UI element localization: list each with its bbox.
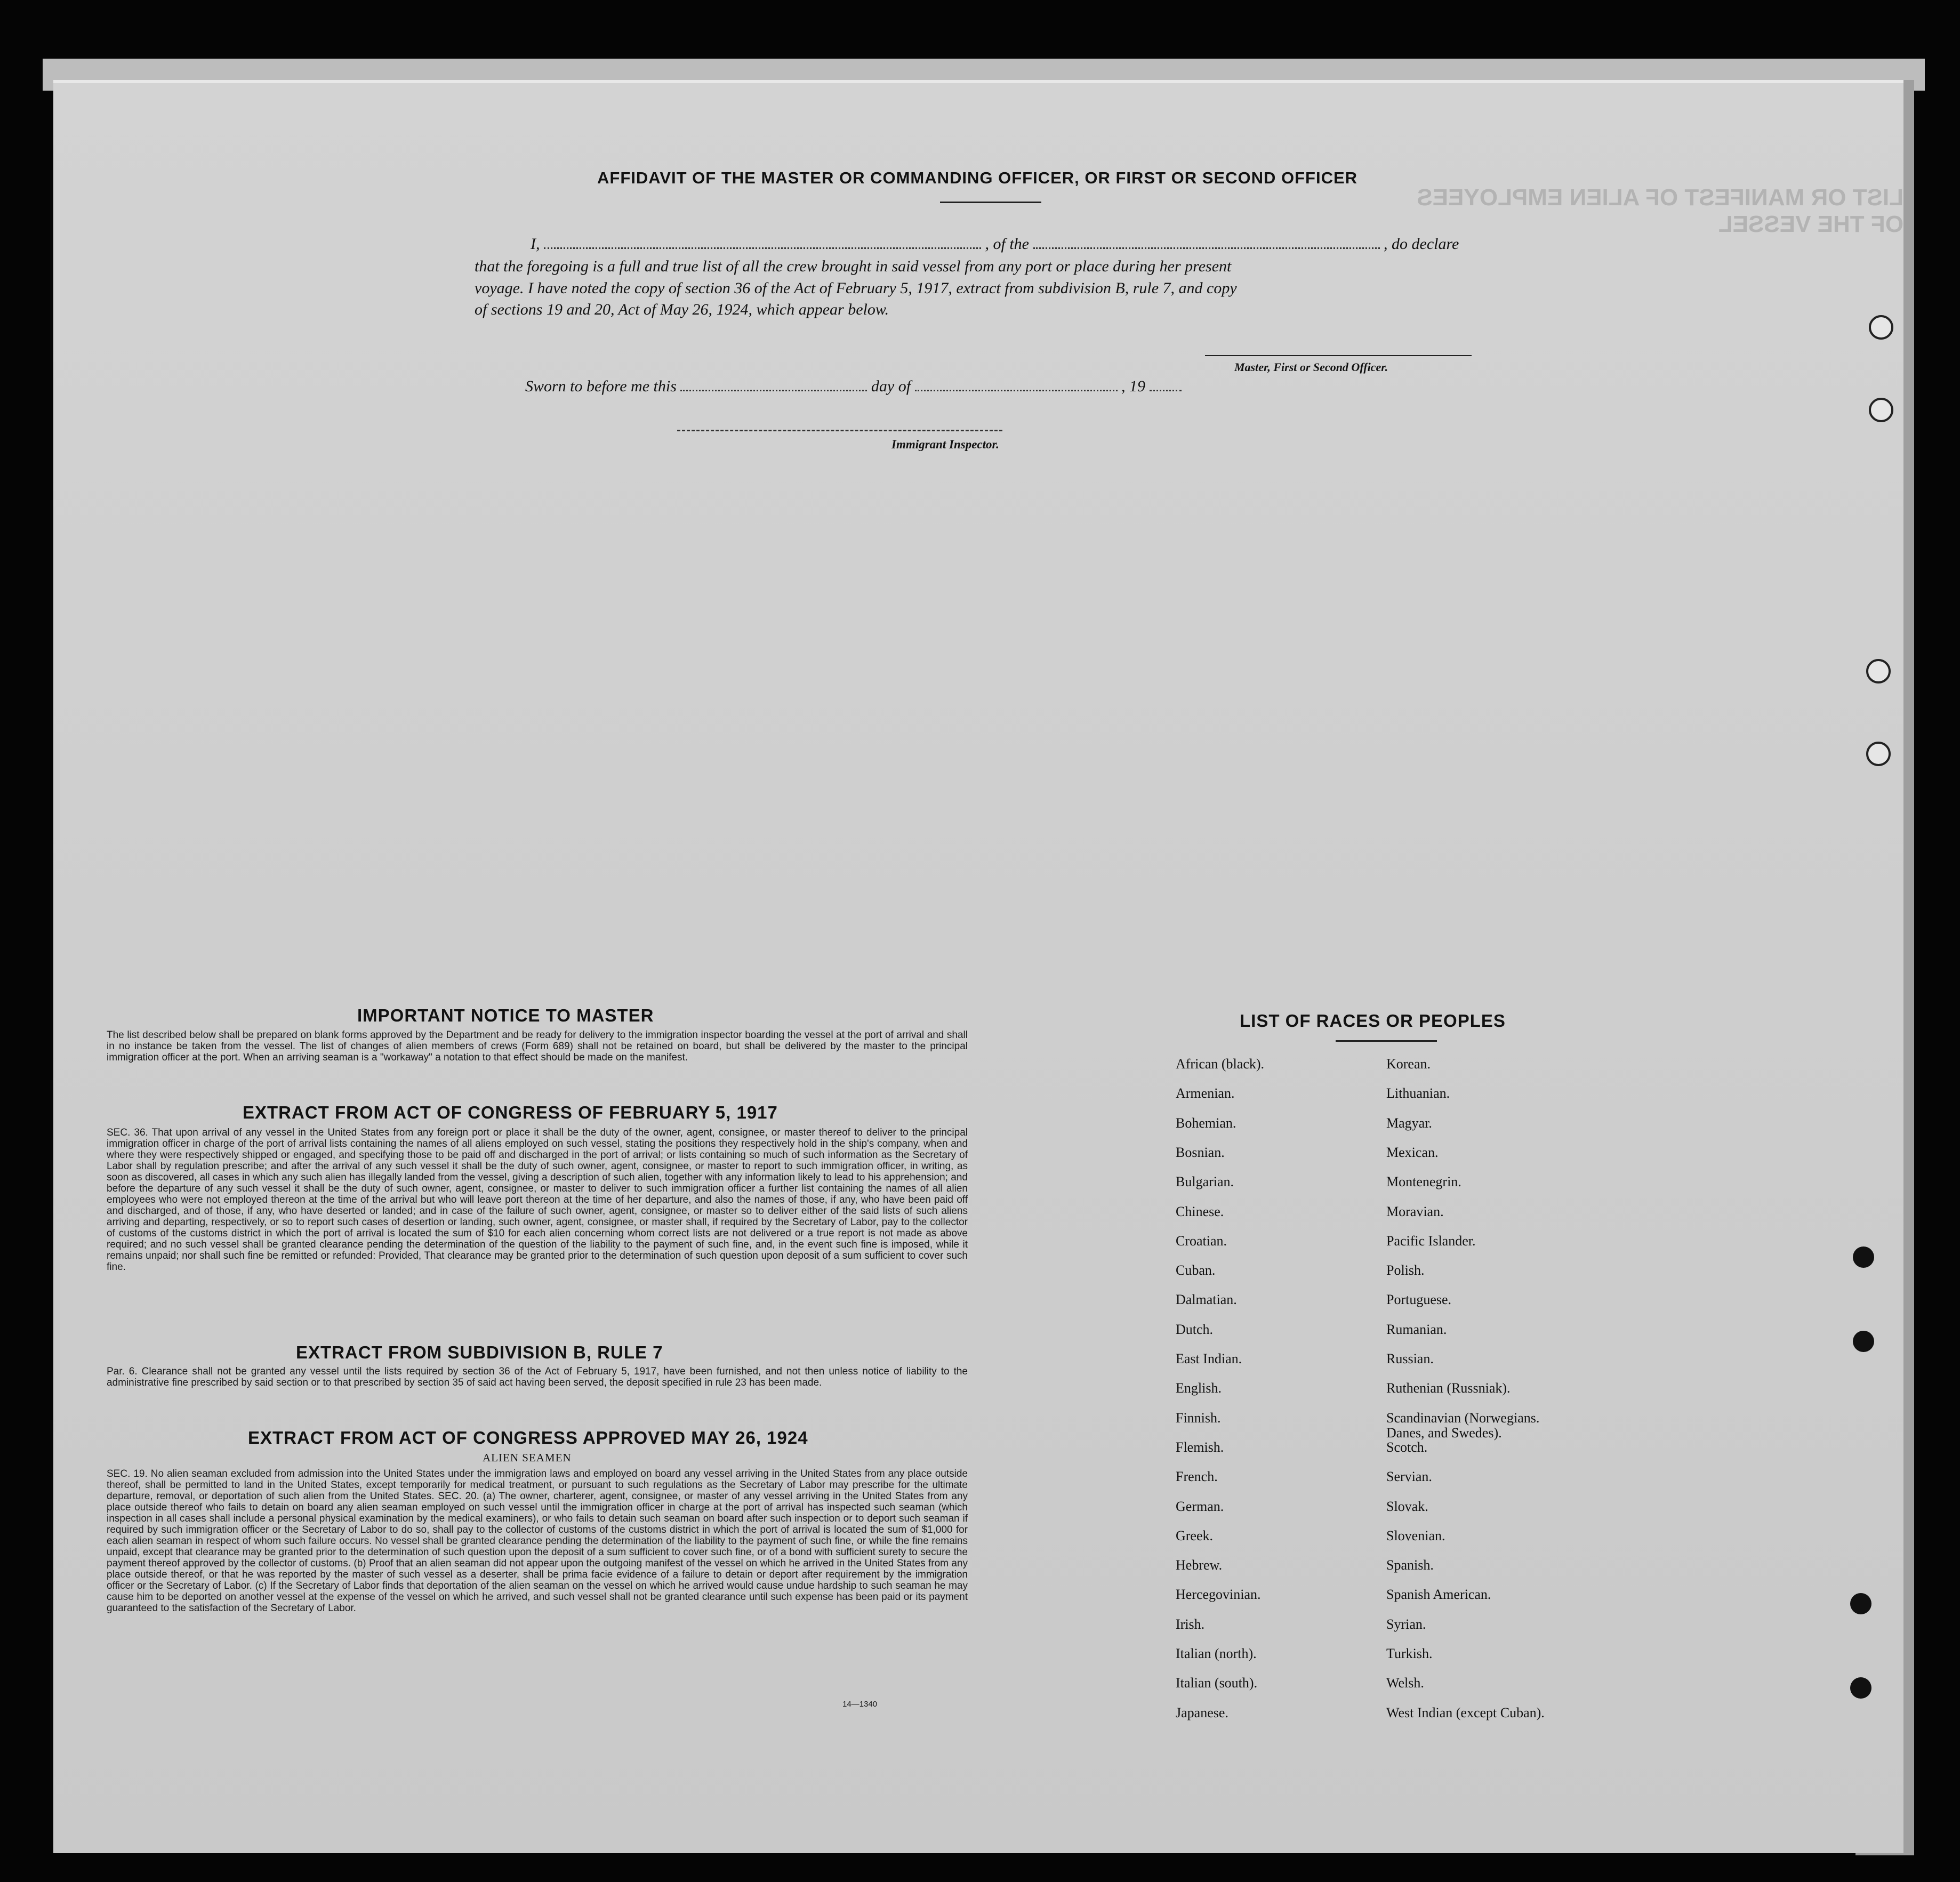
race-item: Spanish American. — [1386, 1587, 1491, 1603]
race-item: Syrian. — [1386, 1616, 1426, 1632]
race-item: East Indian. — [1176, 1351, 1242, 1366]
inspector-signature-line[interactable] — [677, 430, 1002, 431]
races-title-rule — [1336, 1040, 1437, 1042]
affidavit-line-2: that the foregoing is a full and true list of all the crew brought in said vessel from any port or place during her present — [475, 258, 1232, 275]
race-item: Bohemian. — [1176, 1115, 1236, 1131]
punch-mark — [1850, 1677, 1871, 1699]
race-item: Spanish. — [1386, 1557, 1434, 1573]
punch-mark — [1850, 1593, 1871, 1614]
race-item: Italian (south). — [1176, 1675, 1258, 1691]
race-item: Dutch. — [1176, 1321, 1214, 1337]
binder-hole — [1866, 659, 1891, 683]
race-item: African (black). — [1176, 1056, 1265, 1072]
race-item: Montenegrin. — [1386, 1174, 1461, 1190]
race-item: French. — [1176, 1469, 1218, 1485]
race-item: Moravian. — [1386, 1203, 1444, 1219]
race-item: Hercegovinian. — [1176, 1587, 1261, 1603]
race-item: Hebrew. — [1176, 1557, 1223, 1573]
race-item: Flemish. — [1176, 1439, 1224, 1455]
extract-1917-body: SEC. 36. That upon arrival of any vessel in the United States from any foreign port or place it shall be the duty of the owner, agent, consignee, or master thereof to deliver to the principal immigration officer in charge of the port of arrival lists containing the names of all aliens employed on such vessel, stating the positions they respectively hold in the ship's company, when and where they were respectively shipped or engaged, and specifying those to be paid off and discharged in the port of arrival; or lists containing so much of such information as the Secretary of Labor shall by regulation prescribe; and after the arrival of any such vessel it shall be the duty of such owner, agent, consignee, or master to report to such immigration officer, in writing, as soon as discovered, all cases in which any such alien has illegally landed from the vessel, giving a description of such alien, together with any information likely to lead to his apprehension; and before the departure of any such vessel it shall be the duty of such owner, agent, consignee, or master to deliver to such immigration officer a further list containing the names of all alien employees who were not employed thereon at the time of the arrival but who will leave port thereon at the time of her departure, and also the names of those, if any, who have been paid off and discharged, and of those, if any, who have deserted or landed; and in case of the failure of such owner, agent, consignee, or master so to deliver either of the said lists of such aliens arriving and departing, respectively, or so to report such cases of desertion or landing, such owner, agent, consignee, or master shall, if required by the Secretary of Labor, pay to the collector of customs of the customs district in which the port of arrival is located the sum of $10 for each alien concerning whom correct lists are not delivered or a true report is not made as above required; and no such vessel shall be granted clearance pending the determination of the question of the liability to the payment of such fine, and, in the event such fine is imposed, while it remains unpaid; nor shall such fine be remitted or refunded: Provided, That clearance may be granted prior to the determination of such question upon deposit of a sum sufficient to cover such fine. — [107, 1127, 968, 1273]
race-item: Italian (north). — [1176, 1646, 1257, 1661]
notice-title: IMPORTANT NOTICE TO MASTER — [357, 1006, 654, 1025]
races-title: LIST OF RACES OR PEOPLES — [1240, 1011, 1506, 1031]
sworn-month-blank[interactable] — [915, 378, 1118, 391]
rule7-body: Par. 6. Clearance shall not be granted any vessel until the lists required by section 36 of the Act of February 5, 1917, have been furnished, and not then unless notice of liability to the administrative fine prescribed by said section or to that prescribed by section 35 of said act having been served, the deposit specified in rule 23 has been made. — [107, 1366, 968, 1388]
race-item: Magyar. — [1386, 1115, 1432, 1131]
affidavit-line-4: of sections 19 and 20, Act of May 26, 1924, which appear below. — [475, 301, 889, 318]
binder-hole — [1869, 315, 1893, 340]
race-item: Armenian. — [1176, 1085, 1235, 1101]
race-item: Rumanian. — [1386, 1321, 1447, 1337]
race-item: Ruthenian (Russniak). — [1386, 1380, 1511, 1396]
race-item: Lithuanian. — [1386, 1085, 1450, 1101]
extract-1924-body: SEC. 19. No alien seaman excluded from admission into the United States under the immigration laws and employed on board any vessel arriving in the United States from any place outside thereof, shall be permitted to land in the United States, except temporarily for medical treatment, or pursuant to such regulations as the Secretary of Labor may prescribe for the ultimate departure, removal, or deportation of such alien from the United States. SEC. 20. (a) The owner, charterer, agent, consignee, or master of any vessel arriving in the United States from any place outside thereof who fails to detain on board any alien seaman employed on such vessel until the immigration officer in charge at the port of arrival has inspected such seaman (which inspection in all cases shall include a personal physical examination by the medical examiners), or who fails to detain such seaman on board after such inspection or to deport such seaman if required by such immigration officer or the Secretary of Labor to do so, shall pay to the collector of customs of the customs district in which the port of arrival is located the sum of $1,000 for each alien seaman in respect of whom such failure occurs. No vessel shall be granted clearance pending the determination of the liability to the payment of such fine, or while the fine remains unpaid, except that clearance may be granted prior to the determination of such question upon the deposit of a sum sufficient to cover such fine, or of a bond with sufficient surety to secure the payment thereof approved by the collector of customs. (b) Proof that an alien seaman did not appear upon the outgoing manifest of the vessel on which he arrived in the United States from any place outside thereof, or that he was reported by the master of such vessel as a deserter, shall be prima facie evidence of a failure to detain or deport after requirement by the immigration officer or the Secretary of Labor. (c) If the Secretary of Labor finds that deportation of the alien seaman on the vessel on which he arrived would cause undue hardship to such seaman he may cause him to be deported on another vessel at the expense of the vessel on which he arrived, and such vessel shall not be granted clearance until such expense has been paid or its payment guaranteed to the satisfaction of the Secretary of Labor. — [107, 1468, 968, 1614]
extract-1917-title: EXTRACT FROM ACT OF CONGRESS OF FEBRUARY 5, 1917 — [243, 1103, 778, 1122]
name-blank[interactable] — [544, 236, 981, 249]
bleed-through-heading: LIST OR MANIFEST OF ALIEN EMPLOYEES OF THE VESSEL — [1417, 184, 1903, 237]
inspector-label: Immigrant Inspector. — [891, 438, 999, 451]
race-item: Chinese. — [1176, 1203, 1224, 1219]
affidavit-title-rule — [940, 202, 1041, 203]
signature-label: Master, First or Second Officer. — [1234, 360, 1388, 374]
race-item: Bosnian. — [1176, 1144, 1225, 1160]
race-item: Scandinavian (Norwegians. — [1386, 1410, 1540, 1426]
race-item: Slovak. — [1386, 1498, 1428, 1514]
race-item: Danes, and Swedes). — [1386, 1425, 1502, 1441]
race-item: Russian. — [1386, 1351, 1434, 1366]
extract-1924-subtitle: ALIEN SEAMEN — [483, 1451, 572, 1464]
race-item: West Indian (except Cuban). — [1386, 1704, 1545, 1720]
sworn-line: Sworn to before me this day of , 19 — [525, 377, 1182, 396]
binder-hole — [1869, 398, 1893, 422]
affidavit-line-1: I, , of the , do declare — [531, 235, 1459, 253]
race-item: English. — [1176, 1380, 1222, 1396]
sworn-day-blank[interactable] — [680, 378, 867, 391]
race-item: Croatian. — [1176, 1233, 1227, 1249]
affidavit-title: AFFIDAVIT OF THE MASTER OR COMMANDING OFFICER, OR FIRST OR SECOND OFFICER — [597, 168, 1358, 187]
race-item: Korean. — [1386, 1056, 1431, 1072]
race-item: Japanese. — [1176, 1704, 1228, 1720]
race-item: Servian. — [1386, 1469, 1432, 1485]
sworn-year-blank[interactable] — [1150, 378, 1182, 391]
race-item: Scotch. — [1386, 1439, 1428, 1455]
race-item: Turkish. — [1386, 1646, 1433, 1661]
race-item: Greek. — [1176, 1527, 1214, 1543]
punch-mark — [1853, 1246, 1874, 1268]
affidavit-line-3: voyage. I have noted the copy of section 36 of the Act of February 5, 1917, extract from subdivision B, rule 7, and copy — [475, 279, 1237, 297]
form-number: 14—1340 — [842, 1700, 878, 1709]
signature-line[interactable] — [1205, 355, 1472, 356]
race-item: Polish. — [1386, 1262, 1425, 1278]
rule7-title: EXTRACT FROM SUBDIVISION B, RULE 7 — [296, 1342, 663, 1362]
race-item: Cuban. — [1176, 1262, 1216, 1278]
binder-hole — [1866, 742, 1891, 766]
race-item: Pacific Islander. — [1386, 1233, 1476, 1249]
extract-1924-title: EXTRACT FROM ACT OF CONGRESS APPROVED MAY 26, 1924 — [248, 1428, 808, 1447]
document-page — [53, 80, 1903, 1853]
race-item: Welsh. — [1386, 1675, 1424, 1691]
race-item: German. — [1176, 1498, 1224, 1514]
vessel-blank[interactable] — [1033, 236, 1380, 249]
notice-body: The list described below shall be prepared on blank forms approved by the Department and be ready for delivery to the immigration inspector boarding the vessel at the port of arrival and shall in no instance be taken from the vessel. The list of changes of alien members of crews (Form 689) shall not be retained on board, but shall be delivered by the master to the principal immigration officer at the port. When an arriving seaman is a "workaway" a notation to that effect should be made on the manifest. — [107, 1030, 968, 1063]
race-item: Finnish. — [1176, 1410, 1221, 1426]
race-item: Portuguese. — [1386, 1292, 1452, 1308]
race-item: Bulgarian. — [1176, 1174, 1234, 1190]
race-item: Slovenian. — [1386, 1527, 1445, 1543]
race-item: Mexican. — [1386, 1144, 1439, 1160]
punch-mark — [1853, 1331, 1874, 1352]
race-item: Irish. — [1176, 1616, 1205, 1632]
race-item: Dalmatian. — [1176, 1292, 1237, 1308]
